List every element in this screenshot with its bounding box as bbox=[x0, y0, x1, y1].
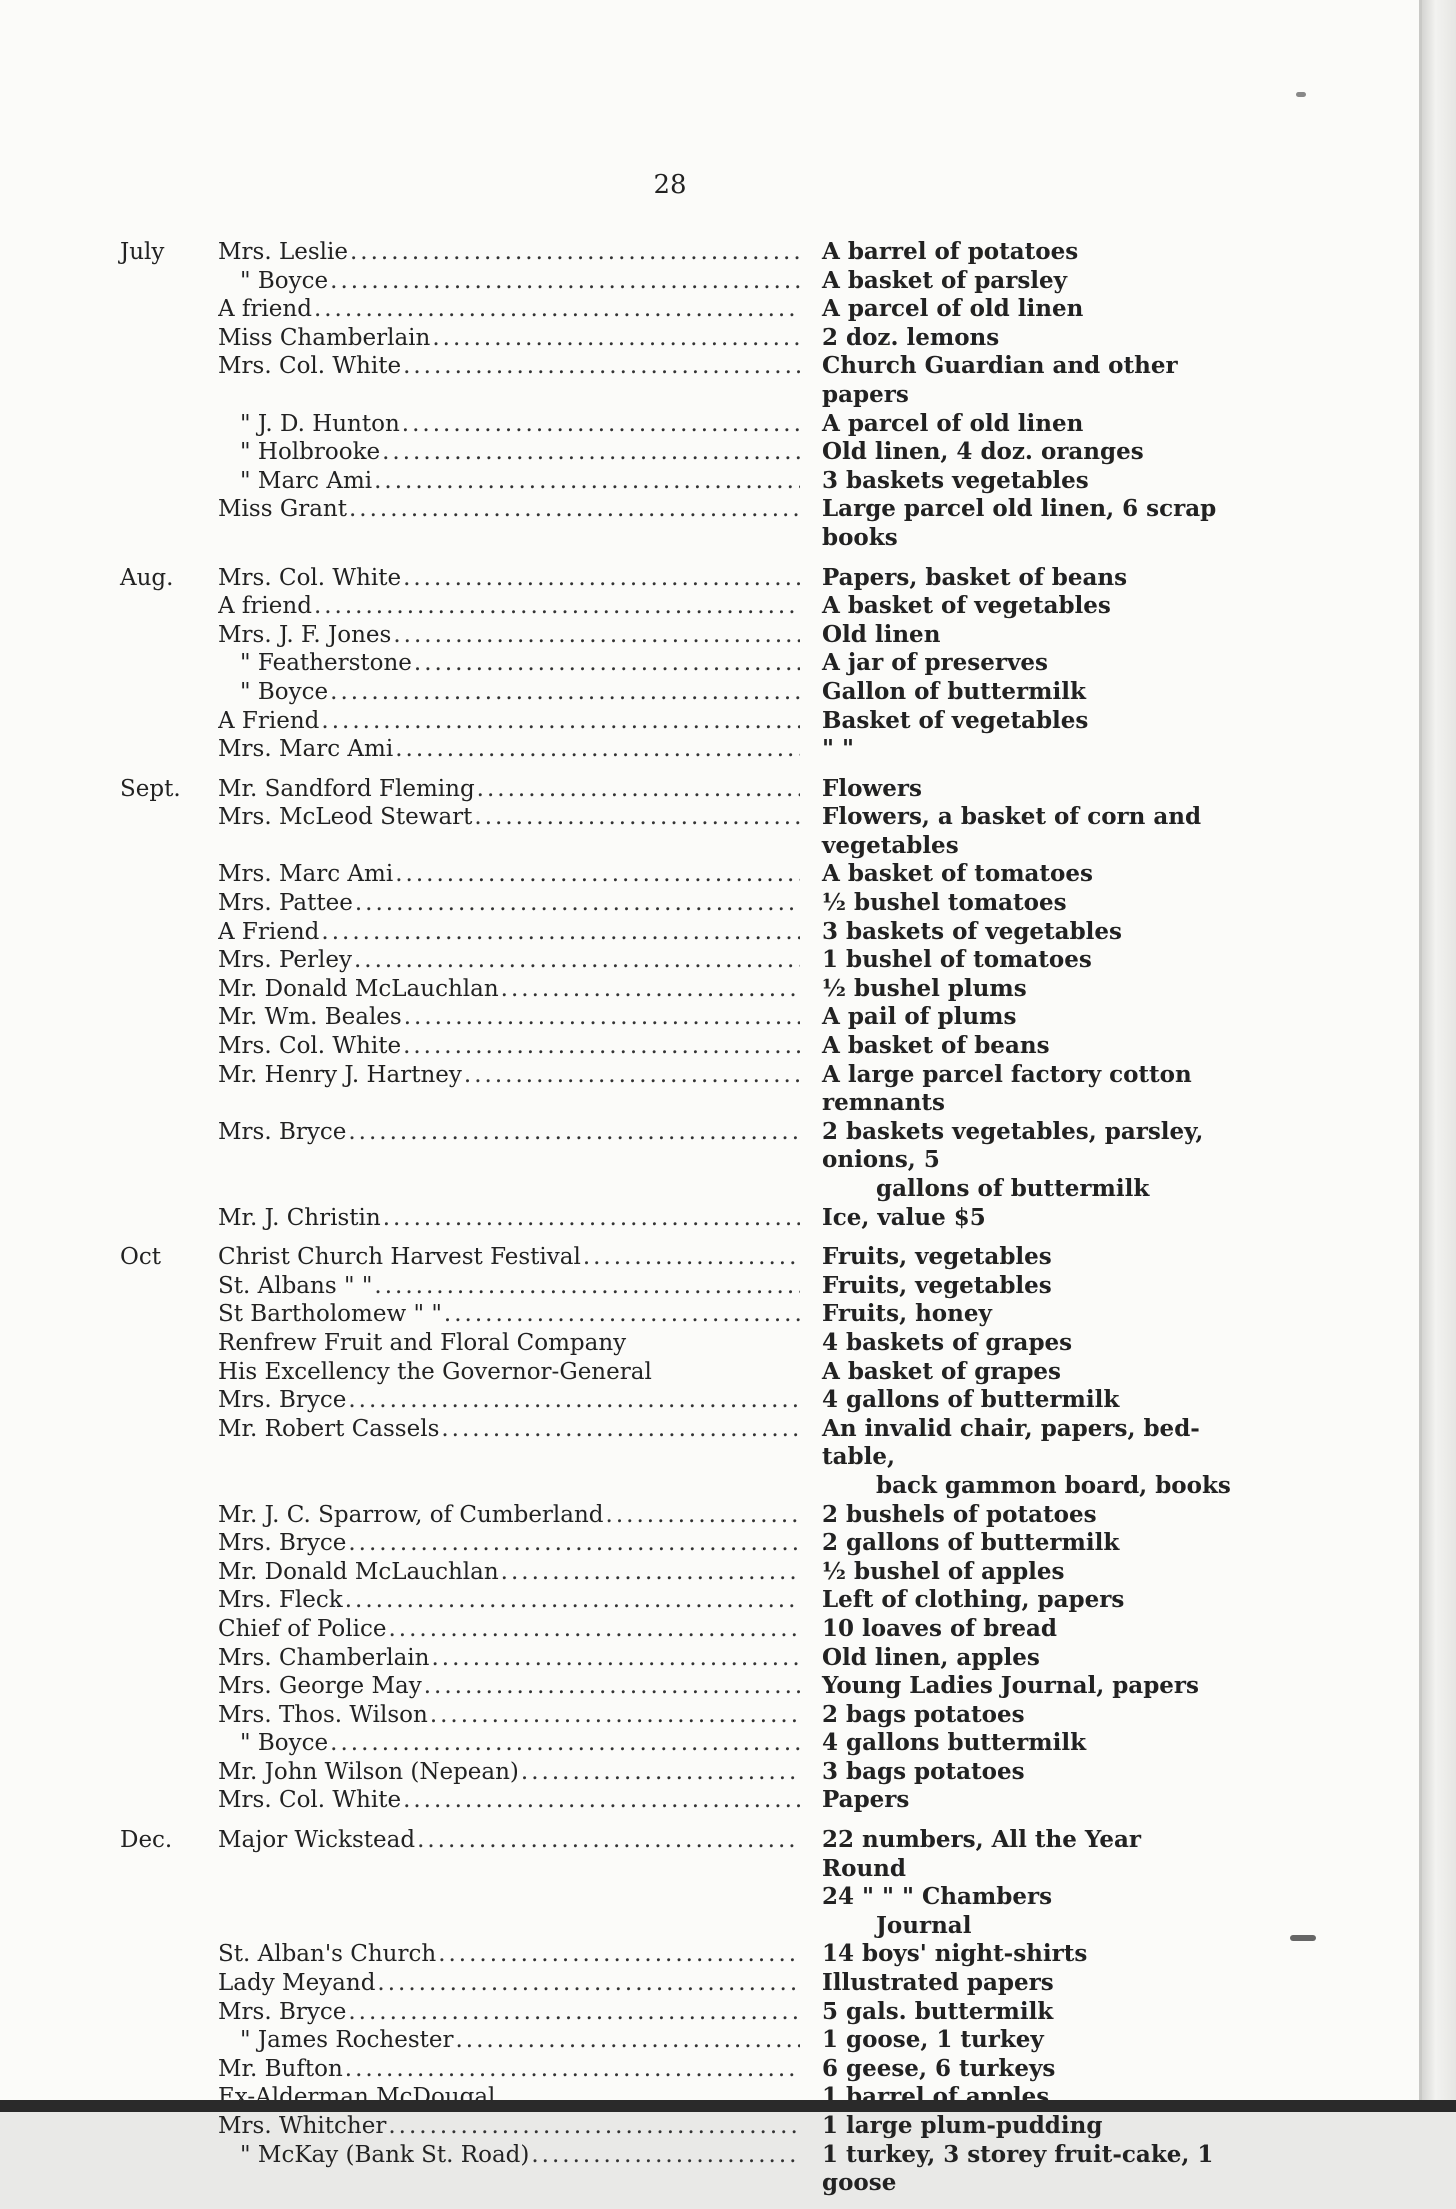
gift-description: 2 gallons of buttermilk bbox=[822, 1529, 1222, 1558]
donation-row bbox=[120, 707, 1230, 736]
donor-name-text: Mr. Bufton bbox=[218, 2055, 345, 2084]
gift-description: 1 turkey, 3 storey fruit-cake, 1 goose bbox=[822, 2141, 1222, 2198]
donation-row bbox=[120, 592, 1230, 621]
donor-name bbox=[218, 1529, 800, 1558]
leader-dots bbox=[393, 621, 800, 650]
donation-row bbox=[120, 735, 1230, 764]
donor-name bbox=[218, 889, 800, 918]
gift-description: 3 bags potatoes bbox=[822, 1758, 1222, 1787]
donor-name-text: Major Wickstead bbox=[218, 1826, 417, 1883]
donation-row-continued bbox=[120, 1175, 1230, 1204]
donor-name-text: St Bartholomew " " bbox=[218, 1300, 444, 1329]
donation-row bbox=[120, 467, 1230, 496]
donor-name-text: " Boyce bbox=[218, 678, 330, 707]
gift-description: ½ bushel tomatoes bbox=[822, 889, 1222, 918]
donation-row bbox=[120, 1558, 1230, 1587]
donor-name-text: Miss Grant bbox=[218, 495, 349, 552]
donor-name bbox=[218, 352, 800, 409]
leader-dots bbox=[424, 1672, 800, 1701]
donation-row bbox=[120, 1826, 1230, 1883]
donor-name bbox=[218, 649, 800, 678]
gift-description: 1 bushel of tomatoes bbox=[822, 946, 1222, 975]
donor-name bbox=[218, 1826, 800, 1883]
gift-description: A pail of plums bbox=[822, 1003, 1222, 1032]
gift-description: 2 bags potatoes bbox=[822, 1701, 1222, 1730]
donation-row bbox=[120, 946, 1230, 975]
gift-description: 14 boys' night-shirts bbox=[822, 1940, 1222, 1969]
gift-description: Fruits, vegetables bbox=[822, 1272, 1222, 1301]
donor-name bbox=[218, 1032, 800, 1061]
gift-description: Flowers, a basket of corn and vegetables bbox=[822, 803, 1222, 860]
gift-description: Flowers bbox=[822, 775, 1222, 804]
leader-dots bbox=[388, 2112, 800, 2141]
donor-name-text: Mrs. Col. White bbox=[218, 1786, 403, 1815]
gift-description-continued: back gammon board, books bbox=[822, 1472, 1276, 1501]
gift-description: An invalid chair, papers, bed-table, bbox=[822, 1415, 1222, 1472]
leader-dots bbox=[414, 649, 800, 678]
donor-name bbox=[218, 1786, 800, 1815]
donation-row bbox=[120, 1204, 1230, 1233]
donor-name bbox=[218, 1558, 800, 1587]
leader-dots bbox=[431, 1644, 800, 1673]
leader-dots bbox=[374, 467, 800, 496]
donor-name-text: Lady Meyand bbox=[218, 1969, 377, 1998]
donor-name bbox=[218, 592, 800, 621]
donation-row bbox=[120, 1300, 1230, 1329]
donor-name bbox=[218, 1729, 800, 1758]
donation-row bbox=[120, 1701, 1230, 1730]
donor-name bbox=[218, 1061, 800, 1118]
donation-row bbox=[120, 2112, 1230, 2141]
donor-name bbox=[218, 410, 800, 439]
donor-name-text: " Boyce bbox=[218, 267, 330, 296]
gift-description: Papers bbox=[822, 1786, 1222, 1815]
gift-description: Basket of vegetables bbox=[822, 707, 1222, 736]
donor-name bbox=[218, 564, 800, 593]
donation-row bbox=[120, 1118, 1230, 1175]
donor-name bbox=[218, 1300, 800, 1329]
donor-name-text: St. Alban's Church bbox=[218, 1940, 438, 1969]
gift-description: Journal bbox=[822, 1912, 1276, 1941]
donor-name-text: Mrs. Marc Ami bbox=[218, 735, 395, 764]
leader-dots bbox=[521, 1758, 800, 1787]
donor-name bbox=[218, 495, 800, 552]
donation-row bbox=[120, 803, 1230, 860]
gift-description: 1 goose, 1 turkey bbox=[822, 2026, 1222, 2055]
page-blemish bbox=[1290, 1935, 1316, 1941]
month-section bbox=[120, 1243, 1230, 1815]
donor-name-text: Mrs. George May bbox=[218, 1672, 424, 1701]
donor-name-text: Mrs. Leslie bbox=[218, 238, 350, 267]
gift-description: A basket of beans bbox=[822, 1032, 1222, 1061]
donor-name-text: Mrs. Col. White bbox=[218, 1032, 403, 1061]
page-blemish bbox=[1296, 92, 1306, 97]
donor-name bbox=[218, 438, 800, 467]
gift-description: Gallon of buttermilk bbox=[822, 678, 1222, 707]
leader-dots bbox=[432, 324, 800, 353]
leader-dots bbox=[430, 1701, 800, 1730]
donor-name bbox=[218, 1672, 800, 1701]
month-section bbox=[120, 238, 1230, 553]
donor-name bbox=[218, 1940, 800, 1969]
leader-dots bbox=[348, 1386, 800, 1415]
donor-name-text: " James Rochester bbox=[218, 2026, 455, 2055]
donor-name bbox=[218, 1969, 800, 1998]
donation-row bbox=[120, 324, 1230, 353]
donor-name bbox=[218, 1415, 800, 1472]
donation-row bbox=[120, 1729, 1230, 1758]
page-number: 28 bbox=[0, 170, 1340, 200]
gift-description: 2 bushels of potatoes bbox=[822, 1501, 1222, 1530]
donor-name bbox=[218, 1501, 800, 1530]
donor-name-text: Mr. Donald McLauchlan bbox=[218, 1558, 501, 1587]
leader-dots bbox=[531, 2141, 800, 2198]
gift-description: Ice, value $5 bbox=[822, 1204, 1222, 1233]
donor-name-text: Mrs. Bryce bbox=[218, 1998, 348, 2027]
donor-name bbox=[218, 324, 800, 353]
month-label: Oct bbox=[120, 1243, 212, 1272]
donor-name-text: Christ Church Harvest Festival bbox=[218, 1243, 583, 1272]
donation-row bbox=[120, 1586, 1230, 1615]
donor-name bbox=[218, 1358, 800, 1387]
donation-row bbox=[120, 1358, 1230, 1387]
donation-row bbox=[120, 1940, 1230, 1969]
leader-dots bbox=[345, 1586, 800, 1615]
gift-description-continued: 24 " " " Chambers bbox=[822, 1883, 1222, 1912]
donor-name bbox=[218, 1615, 800, 1644]
donor-name-text: " Holbrooke bbox=[218, 438, 382, 467]
donation-row bbox=[120, 1329, 1230, 1358]
donor-name-text: Ex-Alderman McDougal bbox=[218, 2083, 497, 2112]
gift-description: 2 doz. lemons bbox=[822, 324, 1222, 353]
donation-row bbox=[120, 2055, 1230, 2084]
donor-name-text: Mrs. Pattee bbox=[218, 889, 355, 918]
donor-name-text: Mrs. Bryce bbox=[218, 1529, 348, 1558]
leader-dots bbox=[330, 1729, 800, 1758]
gift-description: A basket of grapes bbox=[822, 1358, 1222, 1387]
gift-description: Fruits, vegetables bbox=[822, 1243, 1222, 1272]
donation-row bbox=[120, 2141, 1230, 2198]
leader-dots bbox=[404, 1003, 800, 1032]
gift-description: ½ bushel plums bbox=[822, 975, 1222, 1004]
donor-name bbox=[218, 2055, 800, 2084]
donor-name bbox=[218, 1912, 800, 1941]
donor-name-text: Mrs. Thos. Wilson bbox=[218, 1701, 430, 1730]
month-section bbox=[120, 775, 1230, 1233]
donor-name-text: Mrs. Fleck bbox=[218, 1586, 345, 1615]
donor-name-text: " Marc Ami bbox=[218, 467, 374, 496]
gift-description: 2 baskets vegetables, parsley, onions, 5 bbox=[822, 1118, 1222, 1175]
donation-row-continued bbox=[120, 1472, 1230, 1501]
leader-dots bbox=[438, 1940, 800, 1969]
donor-name bbox=[218, 918, 800, 947]
leader-dots bbox=[402, 410, 800, 439]
donor-name bbox=[218, 1329, 800, 1358]
leader-dots bbox=[349, 495, 800, 552]
gift-description: Left of clothing, papers bbox=[822, 1586, 1222, 1615]
gift-description: 4 baskets of grapes bbox=[822, 1329, 1222, 1358]
donor-name bbox=[218, 2141, 800, 2198]
leader-dots bbox=[314, 592, 800, 621]
donor-name-text: Mrs. Whitcher bbox=[218, 2112, 388, 2141]
donor-name-text: Chief of Police bbox=[218, 1615, 388, 1644]
donor-name bbox=[218, 707, 800, 736]
page-edge bbox=[1422, 0, 1456, 2112]
leader-dots bbox=[383, 1204, 800, 1233]
donation-row bbox=[120, 495, 1230, 552]
donor-name-text: Mr. J. C. Sparrow, of Cumberland bbox=[218, 1501, 606, 1530]
leader-dots bbox=[417, 1826, 800, 1883]
donation-row bbox=[120, 1786, 1230, 1815]
leader-dots bbox=[501, 975, 800, 1004]
donor-name-text: Mrs. Perley bbox=[218, 946, 354, 975]
donation-row bbox=[120, 1415, 1230, 1472]
donor-name bbox=[218, 946, 800, 975]
donation-row bbox=[120, 352, 1230, 409]
leader-dots bbox=[388, 1615, 800, 1644]
gift-description: A large parcel factory cotton remnants bbox=[822, 1061, 1222, 1118]
donor-name bbox=[218, 775, 800, 804]
donor-name-text: A friend bbox=[218, 295, 314, 324]
leader-dots bbox=[355, 889, 800, 918]
leader-dots bbox=[403, 1786, 800, 1815]
donation-row bbox=[120, 1969, 1230, 1998]
donation-row bbox=[120, 1644, 1230, 1673]
donor-name-text: Mrs. Chamberlain bbox=[218, 1644, 431, 1673]
donation-row bbox=[120, 860, 1230, 889]
donor-name bbox=[218, 267, 800, 296]
donor-name-text: Mrs. Col. White bbox=[218, 352, 403, 409]
month-section bbox=[120, 564, 1230, 764]
donor-name-text: Mrs. McLeod Stewart bbox=[218, 803, 474, 860]
donor-name-text: Mrs. J. F. Jones bbox=[218, 621, 393, 650]
donor-name bbox=[218, 238, 800, 267]
gift-description: A jar of preserves bbox=[822, 649, 1222, 678]
gift-description: Church Guardian and other papers bbox=[822, 352, 1222, 409]
donor-name bbox=[218, 1118, 800, 1175]
donation-row bbox=[120, 1032, 1230, 1061]
donor-name bbox=[218, 1003, 800, 1032]
gift-description: 10 loaves of bread bbox=[822, 1615, 1222, 1644]
gift-description: Old linen, apples bbox=[822, 1644, 1222, 1673]
donation-row bbox=[120, 621, 1230, 650]
donation-row bbox=[120, 889, 1230, 918]
gift-description: A barrel of potatoes bbox=[822, 238, 1222, 267]
leader-dots bbox=[348, 1998, 800, 2027]
month-label: Dec. bbox=[120, 1826, 212, 1855]
leader-dots bbox=[321, 707, 800, 736]
donation-row bbox=[120, 678, 1230, 707]
month-label: Aug. bbox=[120, 564, 212, 593]
donor-name bbox=[218, 621, 800, 650]
leader-dots bbox=[382, 438, 800, 467]
gift-description: 3 baskets of vegetables bbox=[822, 918, 1222, 947]
leader-dots bbox=[464, 1061, 800, 1118]
donor-name-text: " Featherstone bbox=[218, 649, 414, 678]
donor-name bbox=[218, 1701, 800, 1730]
donation-row bbox=[120, 238, 1230, 267]
gift-description: 3 baskets vegetables bbox=[822, 467, 1222, 496]
leader-dots bbox=[377, 1969, 800, 1998]
donor-name bbox=[218, 1272, 800, 1301]
donor-name-text bbox=[218, 1912, 220, 1941]
gift-description: Fruits, honey bbox=[822, 1300, 1222, 1329]
donor-name-text: Mrs. Bryce bbox=[218, 1386, 348, 1415]
donor-name-text: Mr. John Wilson (Nepean) bbox=[218, 1758, 521, 1787]
donor-name-text: A Friend bbox=[218, 918, 321, 947]
donor-name bbox=[218, 860, 800, 889]
donation-row bbox=[120, 564, 1230, 593]
donation-row bbox=[120, 1061, 1230, 1118]
donation-row bbox=[120, 918, 1230, 947]
gift-description: 1 large plum-pudding bbox=[822, 2112, 1222, 2141]
gift-description: 4 gallons buttermilk bbox=[822, 1729, 1222, 1758]
donation-row bbox=[120, 1615, 1230, 1644]
gift-description: 1 barrel of apples bbox=[822, 2083, 1222, 2112]
leader-dots bbox=[350, 238, 800, 267]
month-label: Sept. bbox=[120, 775, 212, 804]
donor-name bbox=[218, 803, 800, 860]
scan-border bbox=[0, 2100, 1456, 2112]
donor-spacer bbox=[218, 1472, 800, 1501]
donation-row bbox=[120, 1501, 1230, 1530]
month-section bbox=[120, 1826, 1230, 2198]
donor-name bbox=[218, 735, 800, 764]
donation-row bbox=[120, 975, 1230, 1004]
leader-dots bbox=[403, 1032, 800, 1061]
leader-dots bbox=[330, 267, 800, 296]
donor-name-text: Mr. Wm. Beales bbox=[218, 1003, 404, 1032]
donor-name bbox=[218, 1758, 800, 1787]
donor-name-text: " McKay (Bank St. Road) bbox=[218, 2141, 531, 2198]
donor-name bbox=[218, 2112, 800, 2141]
gift-description: Old linen bbox=[822, 621, 1222, 650]
donation-row bbox=[120, 2026, 1230, 2055]
gift-description: A basket of tomatoes bbox=[822, 860, 1222, 889]
donor-name-text: Mrs. Marc Ami bbox=[218, 860, 395, 889]
gift-description: ½ bushel of apples bbox=[822, 1558, 1222, 1587]
leader-dots bbox=[321, 918, 800, 947]
donation-row-continued bbox=[120, 1883, 1230, 1912]
leader-dots bbox=[314, 295, 800, 324]
donation-list bbox=[120, 238, 1230, 2209]
gift-description: Large parcel old linen, 6 scrap books bbox=[822, 495, 1222, 552]
donor-name bbox=[218, 1644, 800, 1673]
month-label: July bbox=[120, 238, 212, 267]
gift-description: 6 geese, 6 turkeys bbox=[822, 2055, 1222, 2084]
donor-name-text: " J. D. Hunton bbox=[218, 410, 402, 439]
donor-name-text: Mrs. Col. White bbox=[218, 564, 403, 593]
donor-spacer bbox=[218, 1175, 800, 1204]
donor-name-text: Mr. Donald McLauchlan bbox=[218, 975, 501, 1004]
donation-row bbox=[120, 1003, 1230, 1032]
leader-dots bbox=[395, 735, 800, 764]
donation-row bbox=[120, 649, 1230, 678]
donor-name-text: Mrs. Bryce bbox=[218, 1118, 348, 1175]
gift-description: 22 numbers, All the Year Round bbox=[822, 1826, 1222, 1883]
donor-spacer bbox=[218, 1883, 800, 1912]
gift-description: 5 gals. buttermilk bbox=[822, 1998, 1222, 2027]
gift-description: 4 gallons of buttermilk bbox=[822, 1386, 1222, 1415]
donor-name bbox=[218, 1998, 800, 2027]
donor-name-text: Mr. Henry J. Hartney bbox=[218, 1061, 464, 1118]
donation-row bbox=[120, 1758, 1230, 1787]
leader-dots bbox=[444, 1300, 800, 1329]
gift-description-continued: gallons of buttermilk bbox=[822, 1175, 1276, 1204]
donation-row bbox=[120, 1529, 1230, 1558]
donation-row bbox=[120, 438, 1230, 467]
leader-dots bbox=[606, 1501, 800, 1530]
gift-description: Illustrated papers bbox=[822, 1969, 1222, 1998]
donation-row bbox=[120, 295, 1230, 324]
gift-description: Papers, basket of beans bbox=[822, 564, 1222, 593]
leader-dots bbox=[354, 946, 800, 975]
donation-row bbox=[120, 1912, 1230, 1941]
donor-name-text: Mr. Robert Cassels bbox=[218, 1415, 441, 1472]
donation-row bbox=[120, 267, 1230, 296]
leader-dots bbox=[330, 678, 800, 707]
gift-description: A basket of vegetables bbox=[822, 592, 1222, 621]
leader-dots bbox=[345, 2055, 800, 2084]
leader-dots bbox=[474, 803, 800, 860]
donor-name bbox=[218, 1243, 800, 1272]
leader-dots bbox=[477, 775, 800, 804]
donor-name bbox=[218, 1204, 800, 1233]
gift-description: Old linen, 4 doz. oranges bbox=[822, 438, 1222, 467]
leader-dots bbox=[403, 352, 800, 409]
donor-name-text: A Friend bbox=[218, 707, 321, 736]
gift-description: A parcel of old linen bbox=[822, 410, 1222, 439]
donor-name-text: Mr. Sandford Fleming bbox=[218, 775, 477, 804]
gift-description: " " bbox=[822, 735, 1222, 764]
leader-dots bbox=[348, 1118, 800, 1175]
donor-name bbox=[218, 678, 800, 707]
donor-name-text: A friend bbox=[218, 592, 314, 621]
donation-row bbox=[120, 1998, 1230, 2027]
gift-description: A parcel of old linen bbox=[822, 295, 1222, 324]
donor-name bbox=[218, 295, 800, 324]
leader-dots bbox=[403, 564, 800, 593]
leader-dots bbox=[501, 1558, 800, 1587]
donor-name-text: " Boyce bbox=[218, 1729, 330, 1758]
donor-name-text: Renfrew Fruit and Floral Company bbox=[218, 1329, 628, 1358]
donation-row bbox=[120, 1386, 1230, 1415]
donor-name-text: Miss Chamberlain bbox=[218, 324, 432, 353]
leader-dots bbox=[455, 2026, 800, 2055]
leader-dots bbox=[374, 1272, 800, 1301]
donor-name bbox=[218, 1386, 800, 1415]
leader-dots bbox=[583, 1243, 800, 1272]
donor-name-text: His Excellency the Governor-General bbox=[218, 1358, 654, 1387]
donor-name bbox=[218, 1586, 800, 1615]
leader-dots bbox=[441, 1415, 800, 1472]
donor-name bbox=[218, 975, 800, 1004]
donor-name bbox=[218, 2026, 800, 2055]
donor-name-text: St. Albans " " bbox=[218, 1272, 374, 1301]
donation-row bbox=[120, 1672, 1230, 1701]
leader-dots bbox=[348, 1529, 800, 1558]
donation-row bbox=[120, 410, 1230, 439]
donor-name-text: Mr. J. Christin bbox=[218, 1204, 383, 1233]
donation-row bbox=[120, 1272, 1230, 1301]
donation-row bbox=[120, 1243, 1230, 1272]
donor-name bbox=[218, 467, 800, 496]
donation-row bbox=[120, 775, 1230, 804]
leader-dots bbox=[395, 860, 800, 889]
gift-description: A basket of parsley bbox=[822, 267, 1222, 296]
gift-description: Young Ladies Journal, papers bbox=[822, 1672, 1222, 1701]
